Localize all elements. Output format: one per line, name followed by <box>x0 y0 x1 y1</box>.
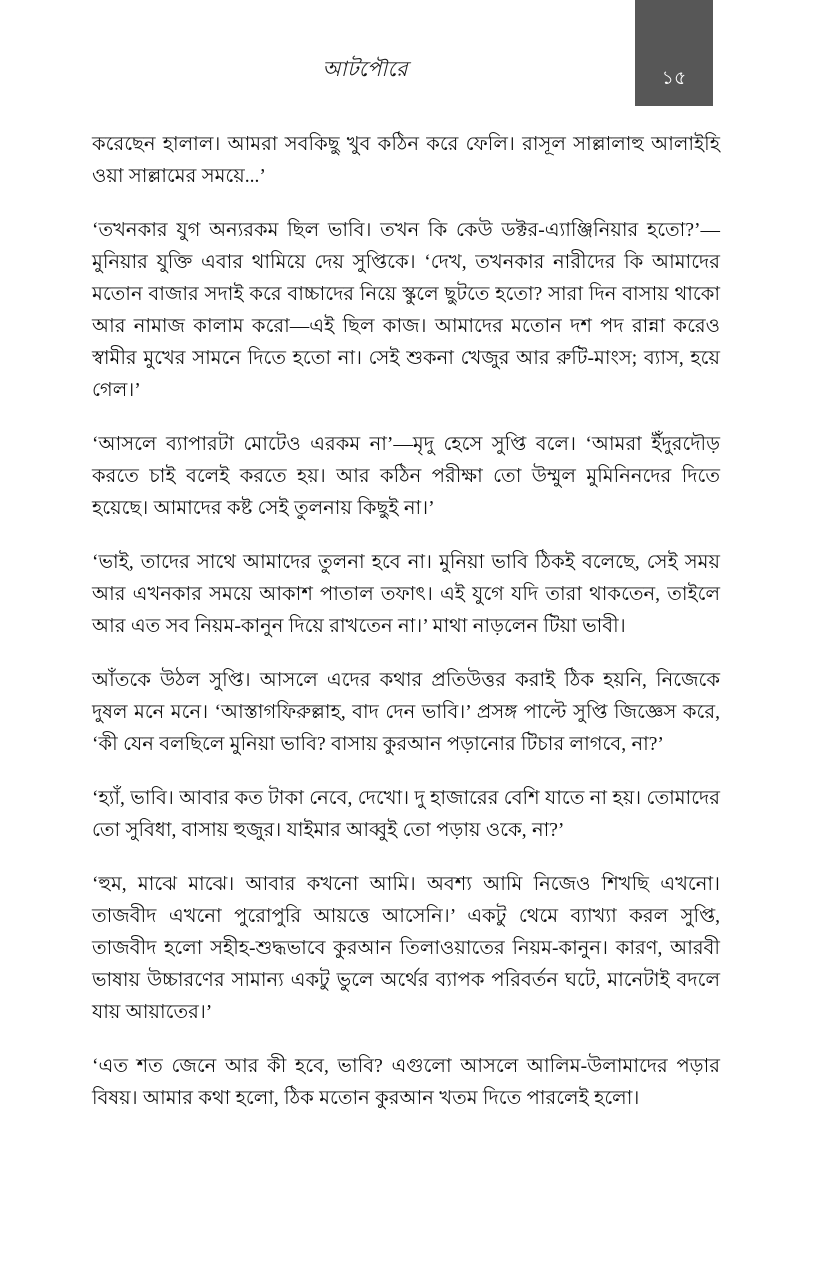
body-text <box>92 129 720 1115</box>
paragraph-4: ‘ভাই, তাদের সাথে আমাদের তুলনা হবে না। মুনিয়া ভাবি ঠিকই বলেছে, সেই সময় আর এখনকার সময়ে আকাশ পাতাল তফাৎ। এই যুগে যদি তারা থাকতেন, তাইলে আর এত সব নিয়ম-কানুন দিয়ে রাখতেন না।’ মাথা নাড়লেন টিয়া ভাবী। <box>92 552 720 637</box>
page-number: ১৫ <box>661 68 687 89</box>
paragraph-7: ‘হুম, মাঝে মাঝে। আবার কখনো আমি। অবশ্য আমি নিজেও শিখছি এখনো। তাজবীদ এখনো পুরোপুরি আয়ত্তে আসেনি।’ একটু থেমে ব্যাখ্যা করল সুপ্তি, তাজবীদ হলো সহীহ-শুদ্ধভাবে কুরআন তিলাওয়াতের নিয়ম-কানুন। কারণ, আরবী ভাষায় উচ্চারণের সামান্য একটু ভুলে অর্থের ব্যাপক পরিবর্তন ঘটে, মানেটাই বদলে যায় আয়াতের।’ <box>92 874 720 1023</box>
paragraph-5: আঁতকে উঠল সুপ্তি। আসলে এদের কথার প্রতিউত্তর করাই ঠিক হয়নি, নিজেকে দুষল মনে মনে। ‘আস্তাগফিরুল্লাহ, বাদ দেন ভাবি।’ প্রসঙ্গ পাল্টে সুপ্তি জিজ্ঞেস করে, ‘কী যেন বলছিলে মুনিয়া ভাবি? বাসায় কুরআন পড়ানোর টিচার লাগবে, না?’ <box>92 670 720 755</box>
paragraph-8: ‘এত শত জেনে আর কী হবে, ভাবি? এগুলো আসলে আলিম-উলামাদের পড়ার বিষয়। আমার কথা হলো, ঠিক মতোন কুরআন খতম দিতে পারলেই হলো। <box>92 1056 720 1109</box>
running-header-title: আটপৌরে <box>322 57 408 81</box>
page-number-box <box>635 0 713 106</box>
paragraph-2: ‘তখনকার যুগ অন্যরকম ছিল ভাবি। তখন কি কেউ ডক্টর-এ্যাঞ্জিনিয়ার হতো?’—মুনিয়ার যুক্তি এবার থামিয়ে দেয় সুপ্তিকে। ‘দেখ, তখনকার নারীদের কি আমাদের মতোন বাজার সদাই করে বাচ্চাদের নিয়ে স্কুলে ছুটতে হতো? সারা দিন বাসায় থাকো আর নামাজ কালাম করো—এই ছিল কাজ। আমাদের মতোন দশ পদ রান্না করেও স্বামীর মুখের সামনে দিতে হতো না। সেই শুকনা খেজুর আর রুটি-মাংস; ব্যাস, হয়ে গেল।’ <box>92 220 720 401</box>
paragraph-3: ‘আসলে ব্যাপারটা মোটেও এরকম না’—মৃদু হেসে সুপ্তি বলে। ‘আমরা ইঁদুরদৌড় করতে চাই বলেই করতে হয়। আর কঠিন পরীক্ষা তো উম্মুল মুমিনিনদের দিতে হয়েছে। আমাদের কষ্ট সেই তুলনায় কিছুই না।’ <box>92 434 720 519</box>
paragraph-1: করেছেন হালাল। আমরা সবকিছু খুব কঠিন করে ফেলি। রাসূল সাল্লালাহু আলাইহি ওয়া সাল্লামের সময়ে...’ <box>92 134 720 187</box>
paragraph-6: ‘হ্যাঁ, ভাবি। আবার কত টাকা নেবে, দেখো। দু হাজারের বেশি যাতে না হয়। তোমাদের তো সুবিধা, বাসায় হুজুর। যাইমার আব্বুই তো পড়ায় ওকে, না?’ <box>92 788 721 841</box>
page-header <box>0 0 822 110</box>
